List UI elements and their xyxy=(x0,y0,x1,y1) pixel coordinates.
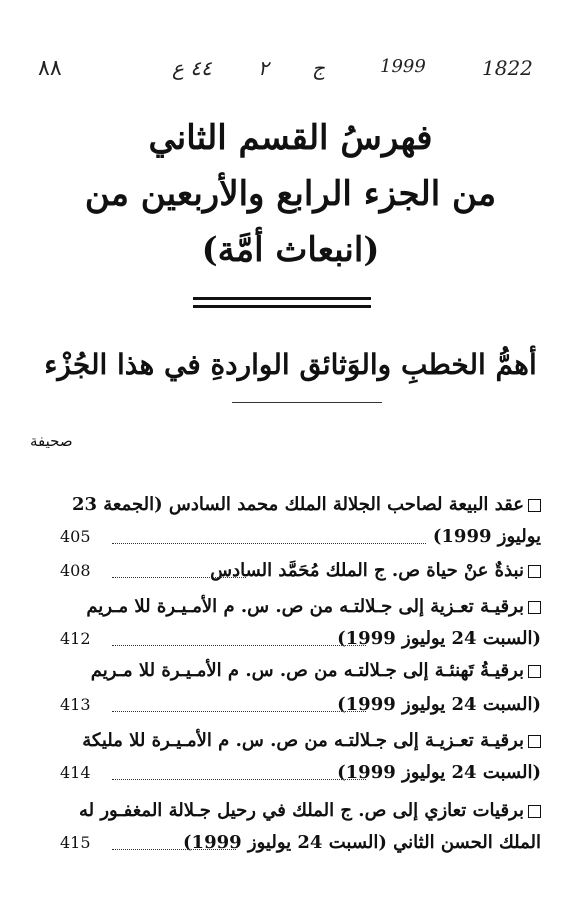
toc-page-number: 412 xyxy=(60,629,91,648)
toc-entry-text: برقيـة تعـزيـة إلى جـلالتـه من ص. س. م الأمـيـرة للا مليكة xyxy=(96,726,541,756)
toc-entry-text: يوليوز 1999) xyxy=(432,526,541,547)
toc-entry-text: (السبت 24 يوليوز 1999) xyxy=(337,628,541,649)
toc-page-number: 405 xyxy=(60,527,91,546)
handwritten-note: 1822 xyxy=(482,56,533,80)
checkbox-bullet-icon xyxy=(528,499,541,512)
toc-entry-text: (السبت 24 يوليوز 1999) xyxy=(337,694,541,715)
handwritten-note: ٢ xyxy=(258,56,269,80)
dot-leader xyxy=(112,779,366,780)
section-subtitle: أهمُّ الخطبِ والوَثائق الواردةِ في هذا الجُزْء xyxy=(44,348,537,381)
toc-page-number: 414 xyxy=(60,763,91,782)
toc-entry-text: برقيـة تعـزية إلى جـلالتـه من ص. س. م الأمـيـرة للا مـريم xyxy=(96,592,541,622)
toc-page-number: 413 xyxy=(60,695,91,714)
dot-leader xyxy=(112,645,366,646)
checkbox-bullet-icon xyxy=(528,601,541,614)
title-line-2: من الجزء الرابع والأربعين من xyxy=(84,174,497,214)
checkbox-bullet-icon xyxy=(528,735,541,748)
toc-entry-text: نبذةٌ عنْ حياة ص. ج الملك مُحَمَّد السادس xyxy=(70,556,541,586)
dot-leader xyxy=(112,849,236,850)
toc-page-number: 415 xyxy=(60,833,91,852)
title-line-3: (انبعاث أمَّة) xyxy=(201,230,380,270)
toc-page-number: 408 xyxy=(60,561,91,580)
title-divider xyxy=(193,297,371,300)
toc-entry-continuation xyxy=(0,828,581,862)
handwritten-page-number: ٨٨ xyxy=(38,56,62,81)
handwritten-note: 1999 xyxy=(380,56,426,77)
subtitle-underline xyxy=(232,402,382,403)
dot-leader xyxy=(112,711,366,712)
toc-entry xyxy=(0,592,581,626)
checkbox-bullet-icon xyxy=(528,665,541,678)
toc-entry xyxy=(0,796,581,830)
dot-leader xyxy=(112,543,426,544)
title-line-1: فهرسُ القسم الثاني xyxy=(148,118,433,158)
page-title xyxy=(0,110,581,278)
toc-entry-text: برقيـةُ تَهنئـة إلى جـلالتـه من ص. س. م الأمـيـرة للا مـريم xyxy=(96,656,541,686)
page-column-header: صحيفة xyxy=(30,432,73,450)
toc-entry xyxy=(0,556,581,590)
title-divider xyxy=(193,305,371,308)
checkbox-bullet-icon xyxy=(528,565,541,578)
toc-entry-text: (السبت 24 يوليوز 1999) xyxy=(337,762,541,783)
toc-entry-continuation xyxy=(0,758,581,792)
toc-entry xyxy=(0,726,581,760)
toc-entry xyxy=(0,656,581,690)
handwritten-note: ج xyxy=(312,56,325,80)
checkbox-bullet-icon xyxy=(528,805,541,818)
toc-entry-continuation xyxy=(0,690,581,724)
toc-entry-text: عقد البيعة لصاحب الجلالة الملك محمد السادس (الجمعة 23 xyxy=(96,490,541,520)
toc-entry-continuation xyxy=(0,522,581,556)
toc-entry-text: الملك الحسن الثاني (السبت 24 يوليوز 1999) xyxy=(183,832,541,853)
handwritten-note: ٤٤ ع xyxy=(172,56,212,80)
toc-entry-continuation xyxy=(0,624,581,658)
dot-leader xyxy=(112,577,246,578)
toc-entry-text: برقيات تعازي إلى ص. ج الملك في رحيل جـلالة المغفـور له xyxy=(96,796,541,826)
toc-entry xyxy=(0,490,581,524)
